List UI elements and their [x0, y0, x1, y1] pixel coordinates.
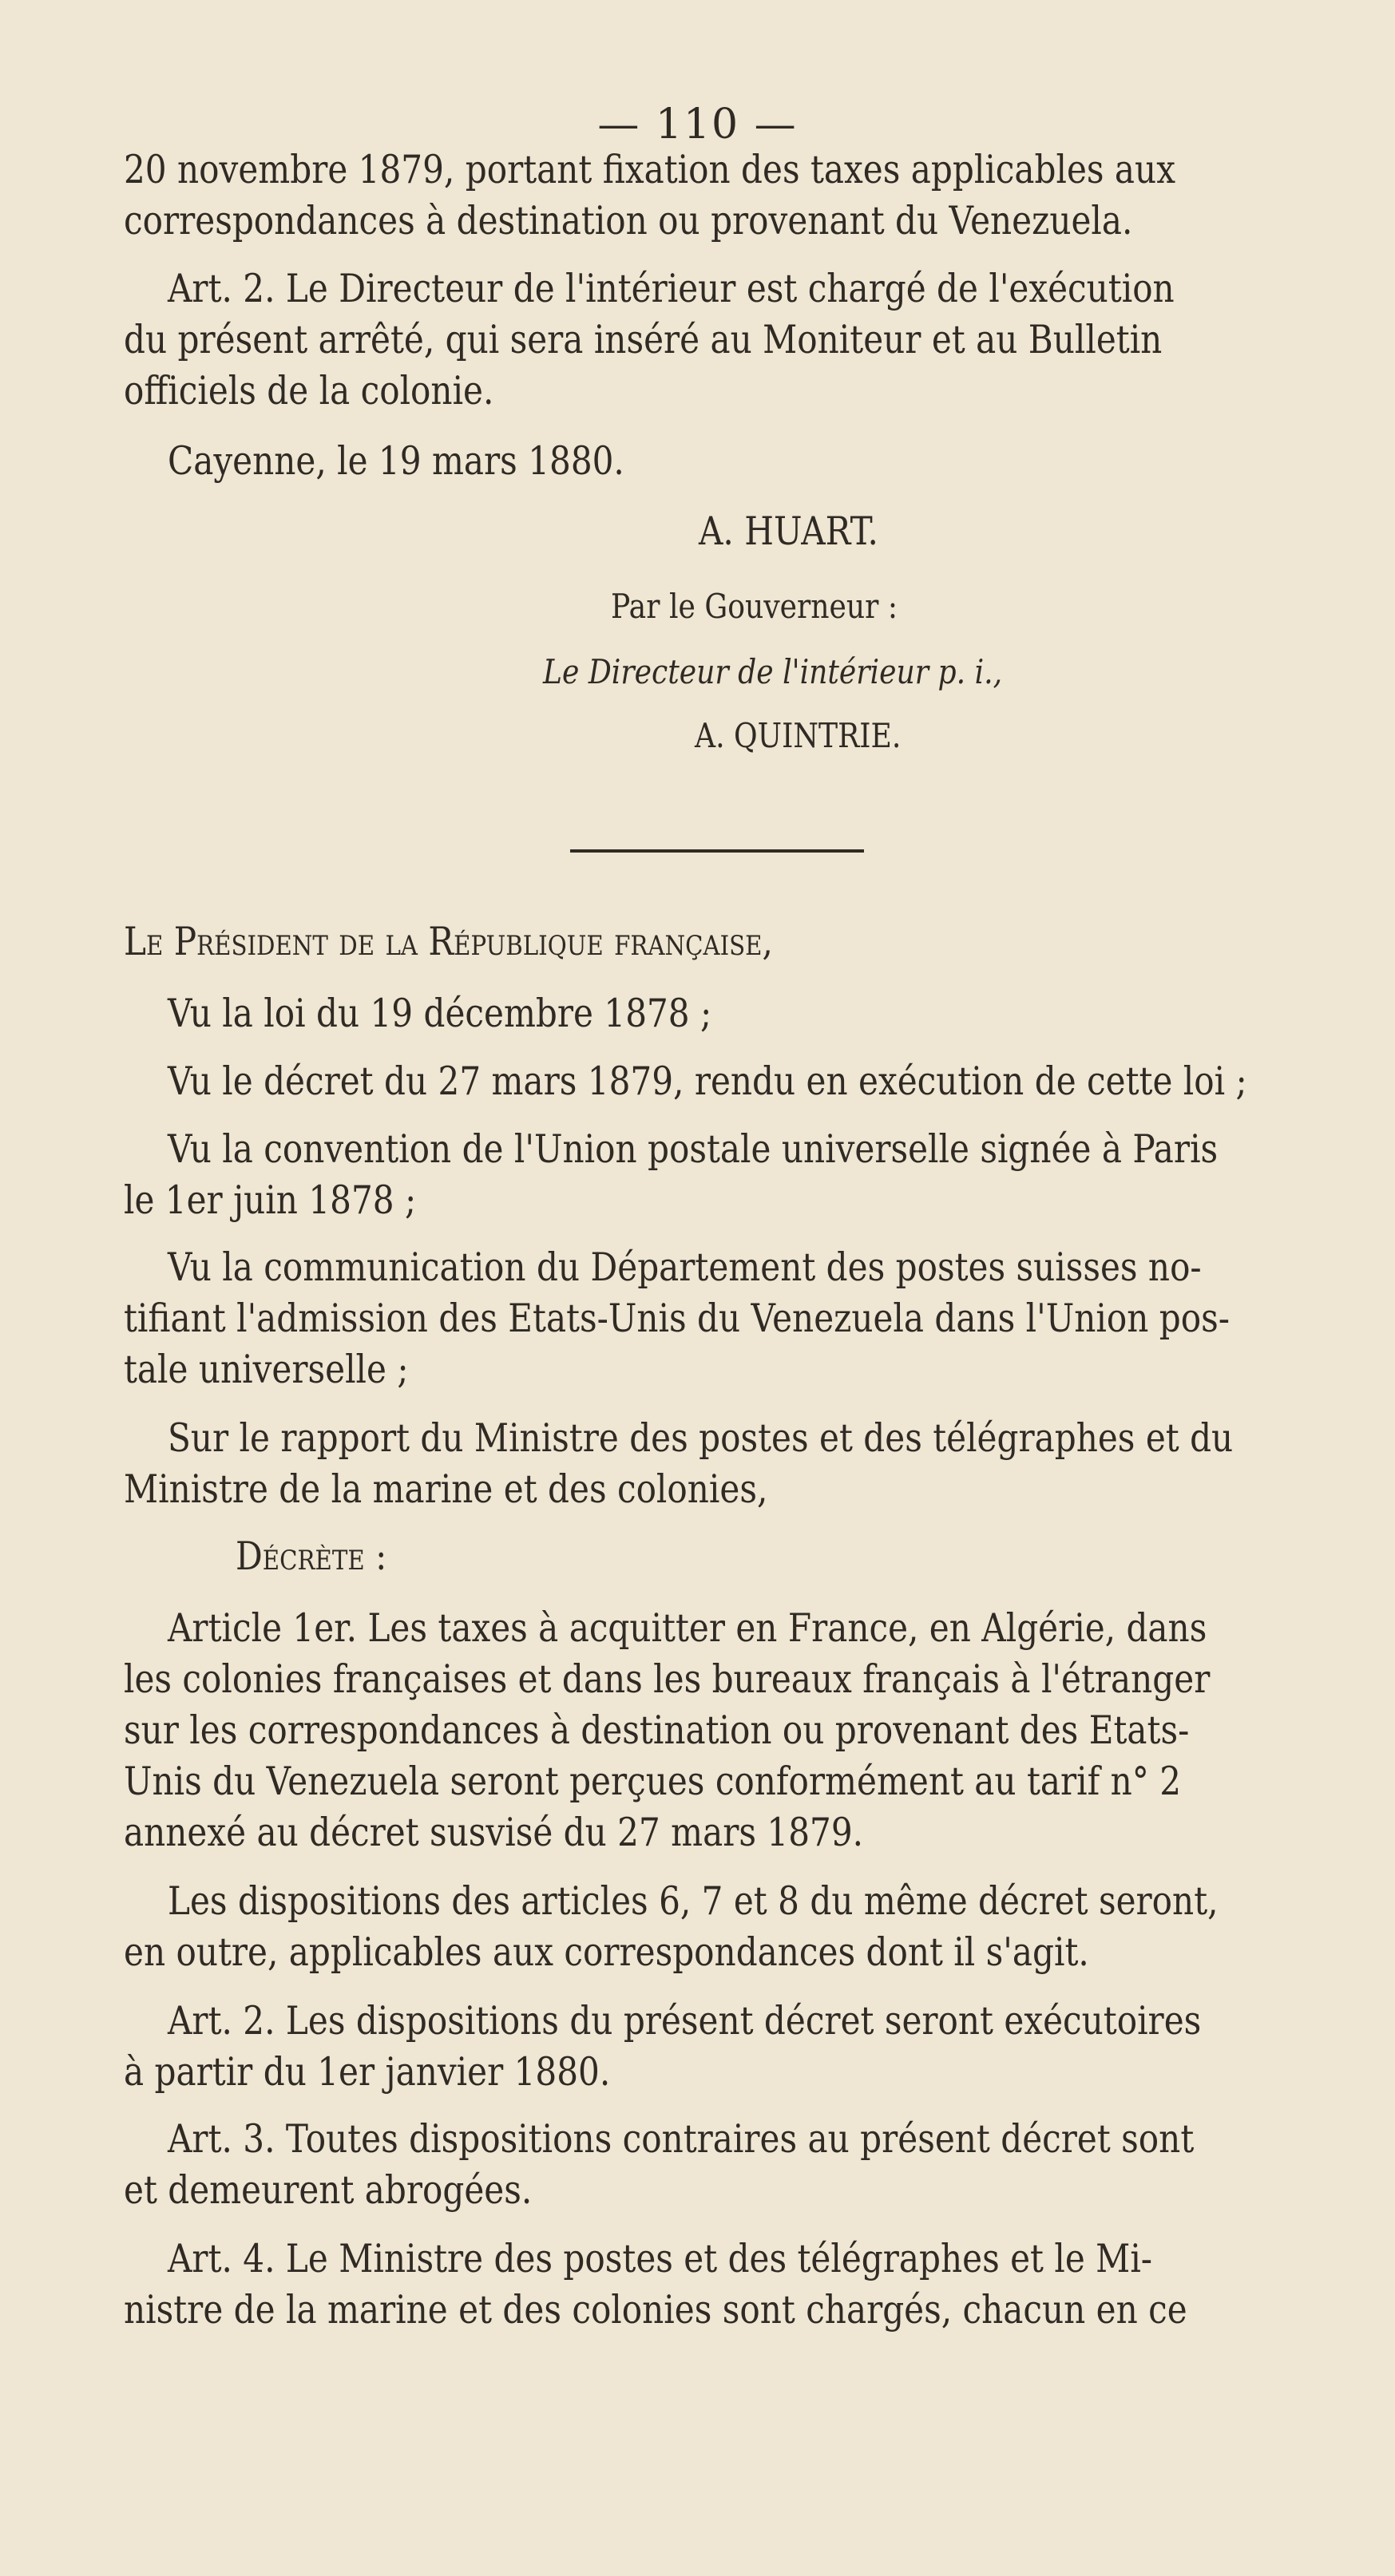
article-line: Art. 4. Le Ministre des postes et des télégraphes et le Mi- [168, 2236, 1153, 2281]
signature-par: Par le Gouverneur : [611, 587, 898, 626]
signature-signatory: A. QUINTRIE. [695, 716, 902, 755]
article-line: sur les correspondances à destination ou provenant des Etats- [124, 1707, 1190, 1753]
article-line: Art. 3. Toutes dispositions contraires au présent décret sont [168, 2116, 1195, 2162]
visa-line: Sur le rapport du Ministre des postes et des télégraphes et du [168, 1415, 1234, 1461]
article-line: à partir du 1er janvier 1880. [124, 2049, 611, 2095]
article-line: Article 1er. Les taxes à acquitter en France, en Algérie, dans [168, 1605, 1207, 1651]
article-line: les colonies françaises et dans les bureaux français à l'étranger [124, 1656, 1211, 1702]
article-line: annexé au décret susvisé du 27 mars 1879. [124, 1810, 864, 1855]
decree-heading: Le Président de la République française, [124, 919, 773, 964]
visa-line: Ministre de la marine et des colonies, [124, 1466, 768, 1512]
visa-line: Vu la communication du Département des postes suisses no- [168, 1244, 1202, 1290]
text-line: 20 novembre 1879, portant fixation des taxes applicables aux [124, 147, 1175, 192]
date-line: Cayenne, le 19 mars 1880. [168, 438, 624, 484]
article-line: Les dispositions des articles 6, 7 et 8 du même décret seront, [168, 1878, 1219, 1924]
signature-name: A. HUART. [699, 508, 878, 554]
article-line: Art. 2. Les dispositions du présent décret seront exécutoires [168, 1998, 1202, 2044]
text-line: Art. 2. Le Directeur de l'intérieur est chargé de l'exécution [168, 266, 1175, 311]
article-line: en outre, applicables aux correspondances dont il s'agit. [124, 1929, 1089, 1975]
signature-title: Le Directeur de l'intérieur p. i., [543, 652, 1003, 691]
article-line: et demeurent abrogées. [124, 2167, 533, 2213]
text-line: correspondances à destination ou provenant du Venezuela. [124, 198, 1133, 243]
visa-line: tifiant l'admission des Etats-Unis du Venezuela dans l'Union pos- [124, 1296, 1230, 1341]
text-line: du présent arrêté, qui sera inséré au Moniteur et au Bulletin [124, 317, 1163, 362]
visa-line: Vu la loi du 19 décembre 1878 ; [168, 991, 712, 1036]
visa-line: Vu la convention de l'Union postale universelle signée à Paris [168, 1126, 1219, 1172]
decrete-heading: Décrète : [236, 1533, 387, 1579]
article-line: nistre de la marine et des colonies sont chargés, chacun en ce [124, 2287, 1187, 2333]
article-line: Unis du Venezuela seront perçues conformément au tarif n° 2 [124, 1759, 1182, 1804]
section-divider [570, 849, 864, 853]
text-line: officiels de la colonie. [124, 368, 494, 414]
page-number: — 110 — [597, 101, 798, 148]
visa-line: tale universelle ; [124, 1347, 409, 1392]
visa-line: le 1er juin 1878 ; [124, 1177, 417, 1223]
visa-line: Vu le décret du 27 mars 1879, rendu en exécution de cette loi ; [168, 1058, 1247, 1104]
